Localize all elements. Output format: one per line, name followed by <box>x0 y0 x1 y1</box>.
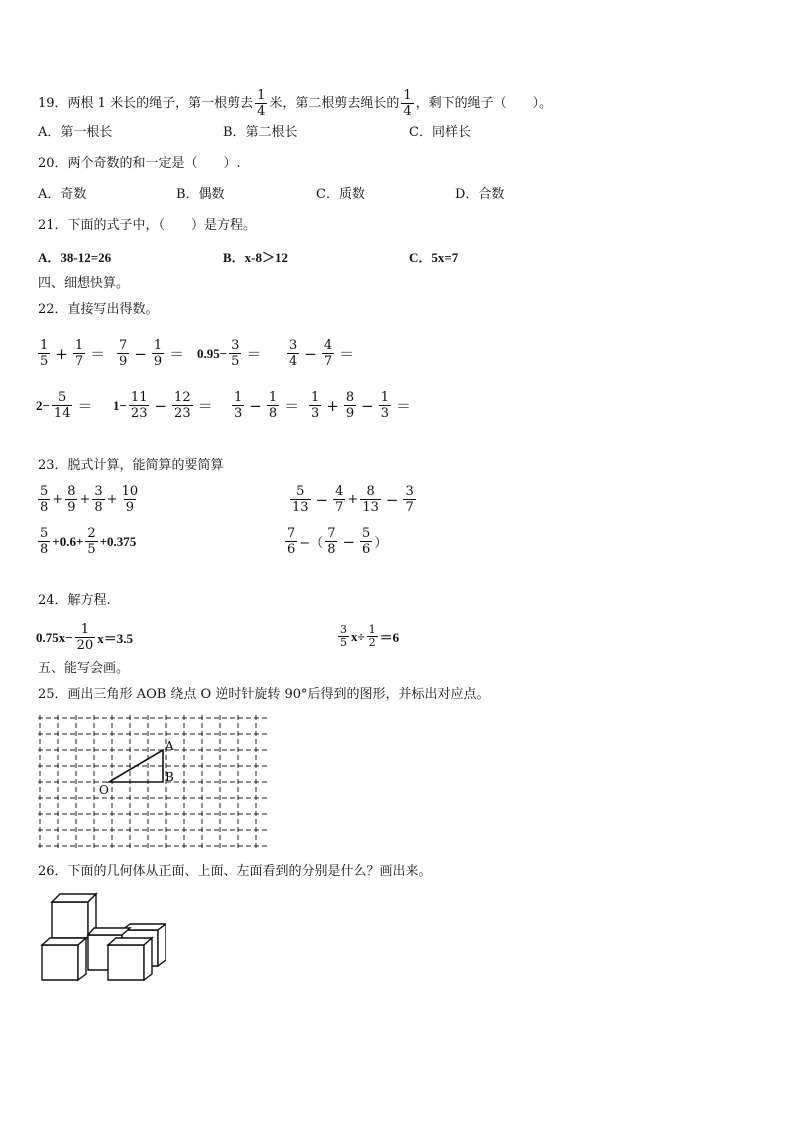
label-o: O <box>99 783 109 797</box>
q22-r2-e1: 2− $\frac{5}{14}$ ＝ <box>36 390 93 421</box>
q20-stem: 20．两个奇数的和一定是（ ）. <box>38 156 241 171</box>
q22-r2-e3: $\frac{1}{3}$ − $\frac{1}{8}$ ＝ <box>234 390 300 421</box>
q22-r1-e3: 0.95− $\frac{3}{5}$ ＝ <box>197 338 262 369</box>
q26-cube-figure <box>38 890 166 986</box>
q23-e1: $\frac{5}{8}$ + $\frac{8}{9}$ + $\frac{3}{8}$ + $\frac{10}{9}$ <box>40 484 139 515</box>
q25-grid-figure <box>38 715 270 849</box>
label-b: B <box>165 770 174 784</box>
q23-e4: $\frac{7}{6}$ −（ $\frac{7}{8}$ − $\frac{5}{6}$ ） <box>287 526 388 557</box>
label-a: A <box>165 739 174 753</box>
q21-option-a: A．38-12=26 <box>38 250 112 265</box>
q24-e1: 0.75x− $\frac{1}{20}$ x＝3.5 <box>36 622 133 653</box>
q19-option-b: B．第二根长 <box>223 125 298 140</box>
q22-stem: 22．直接写出得数。 <box>38 302 159 317</box>
q22-r1-e1: $\frac{1}{5}$ + $\frac{1}{7}$ ＝ <box>40 338 106 369</box>
q22-r1-e4: $\frac{3}{4}$ − $\frac{4}{7}$ ＝ <box>289 338 355 369</box>
q20-option-a: A．奇数 <box>38 187 87 202</box>
section5-heading: 五、能写会画。 <box>38 661 130 676</box>
q24-stem: 24．解方程. <box>38 593 111 608</box>
q21-option-b: B．x-8＞12 <box>223 250 289 265</box>
q22-r2-e4: $\frac{1}{3}$ + $\frac{8}{9}$ − $\frac{1}{3}$ ＝ <box>311 390 412 421</box>
q21-stem: 21．下面的式子中，（ ）是方程。 <box>38 218 257 233</box>
q19-option-c: C．同样长 <box>409 125 471 140</box>
q19-text-b: 米，第二根剪去绳长的 <box>269 95 400 111</box>
q19-text-c: ，剩下的绳子（ ）。 <box>415 95 553 111</box>
q23-stem: 23．脱式计算，能简算的要简算 <box>38 458 224 473</box>
q23-e3: $\frac{5}{8}$ +0.6+ $\frac{2}{5}$ +0.375 <box>40 526 137 557</box>
q22-r2-e2: 1− $\frac{11}{23}$ − $\frac{12}{23}$ ＝ <box>113 390 213 421</box>
section4-heading: 四、细想快算。 <box>38 276 130 291</box>
q20-option-b: B．偶数 <box>176 187 225 202</box>
q19-frac2: $\frac{1}{4}$ <box>403 88 412 119</box>
q20-option-c: C．质数 <box>316 187 365 202</box>
q25-stem: 25．画出三角形 AOB 绕点 O 逆时针旋转 90°后得到的图形，并标出对应点。 <box>38 687 490 702</box>
q21-option-c: C．5x=7 <box>409 250 459 265</box>
q26-stem: 26．下面的几何体从正面、上面、左面看到的分别是什么？画出来。 <box>38 864 432 879</box>
q22-r1-e2: $\frac{7}{9}$ − $\frac{1}{9}$ ＝ <box>119 338 185 369</box>
q19-frac1: $\frac{1}{4}$ <box>257 88 266 119</box>
q24-e2: $\frac{3}{5}$ x÷ $\frac{1}{2}$ ＝6 <box>340 623 400 649</box>
q19-stem <box>38 88 552 119</box>
q19-option-a: A．第一根长 <box>38 125 113 140</box>
q19-text-a: 两根 1 米长的绳子，第一根剪去 <box>67 95 254 111</box>
q23-e2: $\frac{5}{13}$ − $\frac{4}{7}$ + $\frac{8}{13}$ − $\frac{3}{7}$ <box>292 484 414 515</box>
q19-num: 19． <box>38 95 68 111</box>
q20-option-d: D．合数 <box>455 187 505 202</box>
